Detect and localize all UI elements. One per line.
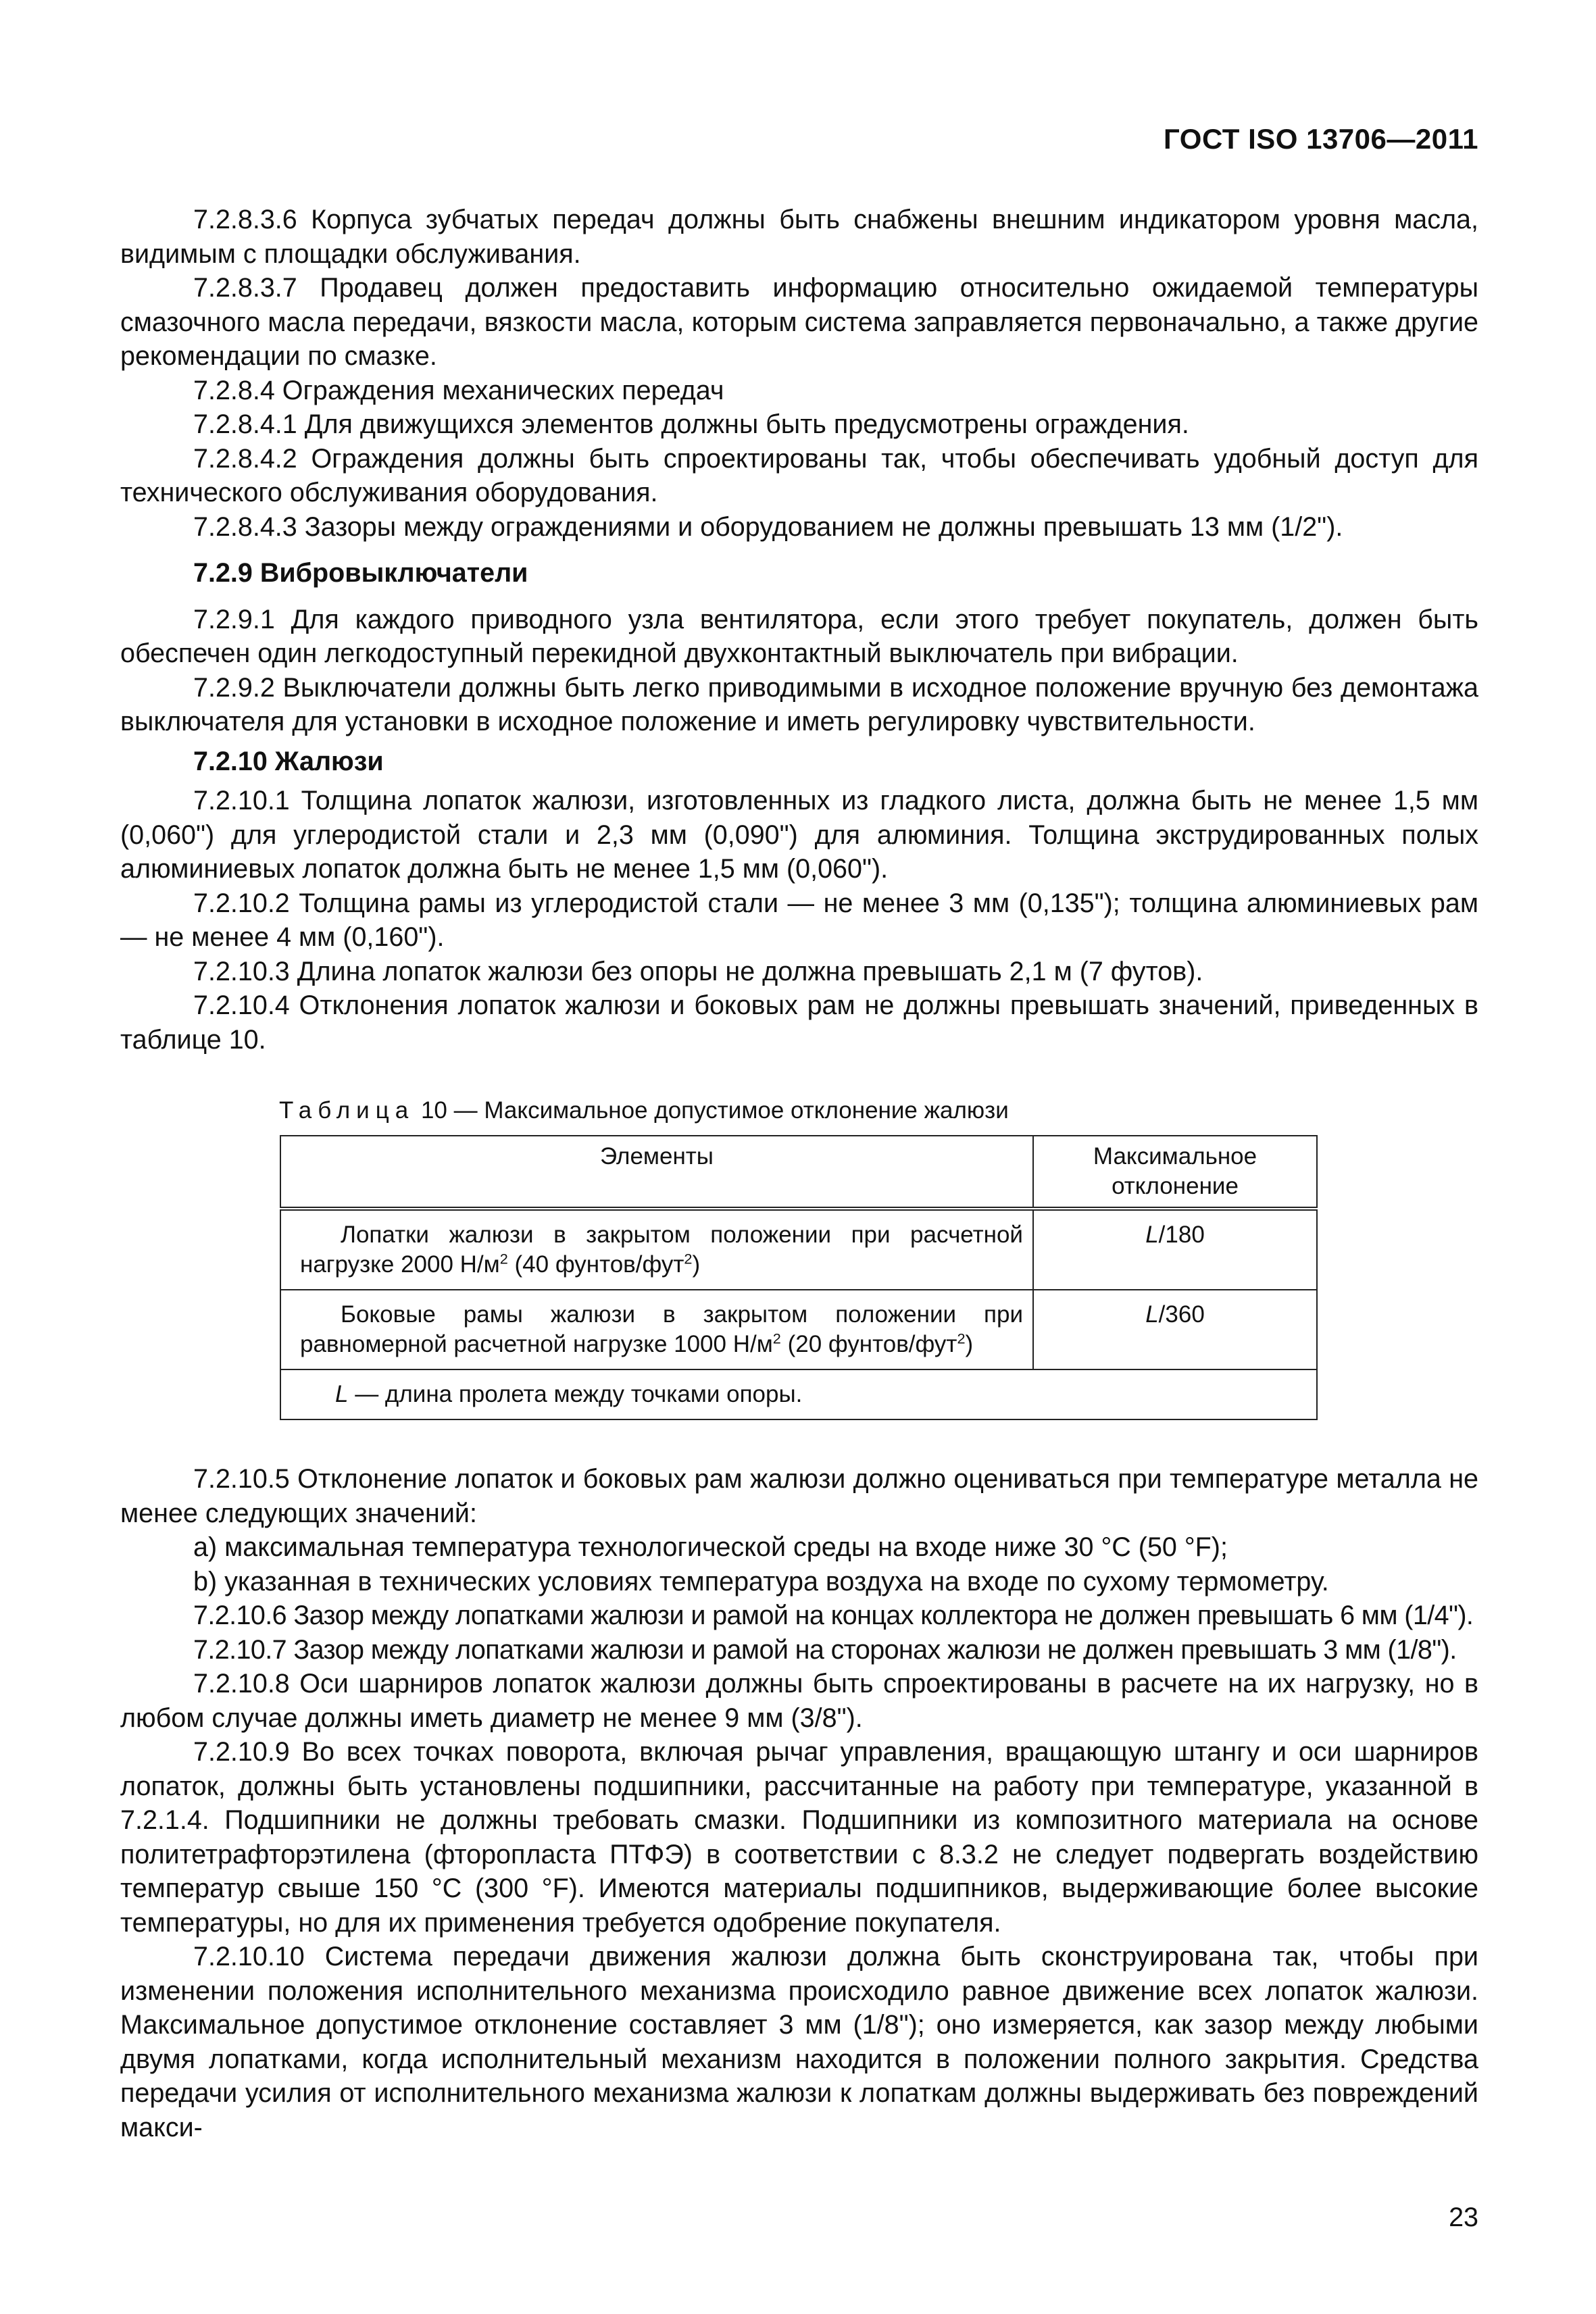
paragraph: 7.2.10.10 Система передачи движения жалюзи должна быть сконструирована так, чтобы при изменении положения исполнительного механизма происходило равное движение всех лопаток жалюзи. Максимальное допустимое отклонение составляет 3 мм (1/8"); оно измеряется, как зазор между любыми двумя лопатками, когда исполнительный механизм находится в положении полного закрытия. Средства передачи усилия от исполнительного механизма жалюзи к лопаткам должны выдерживать без повреждений макси-: [120, 1942, 1478, 2142]
table-caption: [279, 1096, 1478, 1126]
col-header-elements: Элементы: [280, 1136, 1033, 1209]
table-note: L — длина пролета между точками опоры.: [280, 1369, 1317, 1419]
paragraph: 7.2.8.3.6 Корпуса зубчатых передач должны быть снабжены внешним индикатором уровня масла, видимым с площадки обслуживания.: [120, 205, 1478, 269]
table-cell-element: Лопатки жалюзи в закрытом положении при расчетной нагрузке 2000 $Н/м^2$ (40 фунтов/фут$^2$): [280, 1209, 1033, 1290]
table-caption-text: 10 — Максимальное допустимое отклонение жалюзи: [420, 1097, 1009, 1124]
text-after-table: [120, 1462, 1478, 2144]
table-header-row: [280, 1136, 1317, 1209]
paragraph: 7.2.8.4.1 Для движущихся элементов должны быть предусмотрены ограждения.: [193, 409, 1189, 439]
list-item: b) указанная в технических условиях температура воздуха на входе по сухому термометру.: [193, 1566, 1329, 1596]
document-header: ГОСТ ISO 13706—2011: [1164, 123, 1478, 155]
paragraph: 7.2.10.6 Зазор между лопатками жалюзи и рамой на концах коллектора не должен превышать 6 мм (1/4").: [193, 1601, 1474, 1630]
list-item: a) максимальная температура технологической среды на входе ниже 30 °C (50 °F);: [193, 1532, 1228, 1562]
paragraph: 7.2.9.1 Для каждого приводного узла вентилятора, если этого требует покупатель, должен быть обеспечен один легкодоступный перекидной двухконтактный выключатель при вибрации.: [120, 604, 1478, 668]
paragraph: 7.2.8.3.7 Продавец должен предоставить информацию относительно ожидаемой температуры смазочного масла передачи, вязкости масла, которым система заправляется первоначально, а также другие рекомендации по смазке.: [120, 273, 1478, 371]
table-cell-value: L/360: [1033, 1290, 1317, 1369]
paragraph: 7.2.10.7 Зазор между лопатками жалюзи и рамой на сторонах жалюзи не должен превышать 3 мм (1/8").: [193, 1634, 1457, 1665]
table-caption-label: Таблица: [279, 1097, 415, 1124]
page-number: 23: [1449, 2203, 1478, 2232]
paragraph: 7.2.10.1 Толщина лопаток жалюзи, изготовленных из гладкого листа, должна быть не менее 1,5 мм (0,060") для углеродистой стали и 2,3 мм (0,090") для алюминия. Толщина экструдированных полых алюминиевых лопаток должна быть не менее 1,5 мм (0,060").: [120, 786, 1478, 884]
paragraph: 7.2.10.4 Отклонения лопаток жалюзи и боковых рам не должны превышать значений, приведенных в таблице 10.: [120, 990, 1478, 1055]
section-heading: 7.2.10 Жалюзи: [193, 746, 384, 776]
table-note-row: [280, 1369, 1317, 1419]
paragraph: 7.2.8.4 Ограждения механических передач: [193, 375, 724, 405]
paragraph: 7.2.8.4.2 Ограждения должны быть спроектированы так, чтобы обеспечивать удобный доступ для технического обслуживания оборудования.: [120, 443, 1478, 507]
paragraph: 7.2.10.9 Во всех точках поворота, включая рычаг управления, вращающую штангу и оси шарниров лопаток, должны быть установлены подшипники, рассчитанные на работу при температуре, указанной в 7.2.1.4. Подшипники не должны требовать смазки. Подшипники из композитного материала на основе политетрафторэтилена (фторопласта ПТФЭ) в соответствии с 8.3.2 не следует подвергать воздействию температур свыше 150 °C (300 °F). Имеются материалы подшипников, выдерживающие более высокие температуры, но для их применения требуется одобрение покупателя.: [120, 1737, 1478, 1938]
table-cell-value: L/180: [1033, 1209, 1317, 1290]
col-header-max-deviation: Максимальное отклонение: [1033, 1136, 1317, 1209]
paragraph: 7.2.10.2 Толщина рамы из углеродистой стали — не менее 3 мм (0,135"); толщина алюминиевых рам — не менее 4 мм (0,160").: [120, 888, 1478, 952]
paragraph: 7.2.10.8 Оси шарниров лопаток жалюзи должны быть спроектированы в расчете на их нагрузку, но в любом случае должны иметь диаметр не менее 9 мм (3/8").: [120, 1669, 1478, 1733]
paragraph: 7.2.10.5 Отклонение лопаток и боковых рам жалюзи должно оцениваться при температуре металла не менее следующих значений:: [120, 1464, 1478, 1528]
section-heading: 7.2.9 Вибровыключатели: [193, 558, 528, 588]
table-row: [280, 1290, 1317, 1369]
deviation-table: [280, 1135, 1318, 1420]
table-cell-element: Боковые рамы жалюзи в закрытом положении при равномерной расчетной нагрузке 1000 $Н/м^2$ (20 фунтов/фут$^2$): [280, 1290, 1033, 1369]
body-text: [120, 203, 1478, 2144]
paragraph: 7.2.10.3 Длина лопаток жалюзи без опоры не должна превышать 2,1 м (7 футов).: [193, 956, 1203, 986]
paragraph: 7.2.9.2 Выключатели должны быть легко приводимыми в исходное положение вручную без демонтажа выключателя для установки в исходное положение и иметь регулировку чувствительности.: [120, 672, 1478, 736]
paragraph: 7.2.8.4.3 Зазоры между ограждениями и оборудованием не должны превышать 13 мм (1/2").: [193, 511, 1343, 542]
table-row: [280, 1209, 1317, 1290]
